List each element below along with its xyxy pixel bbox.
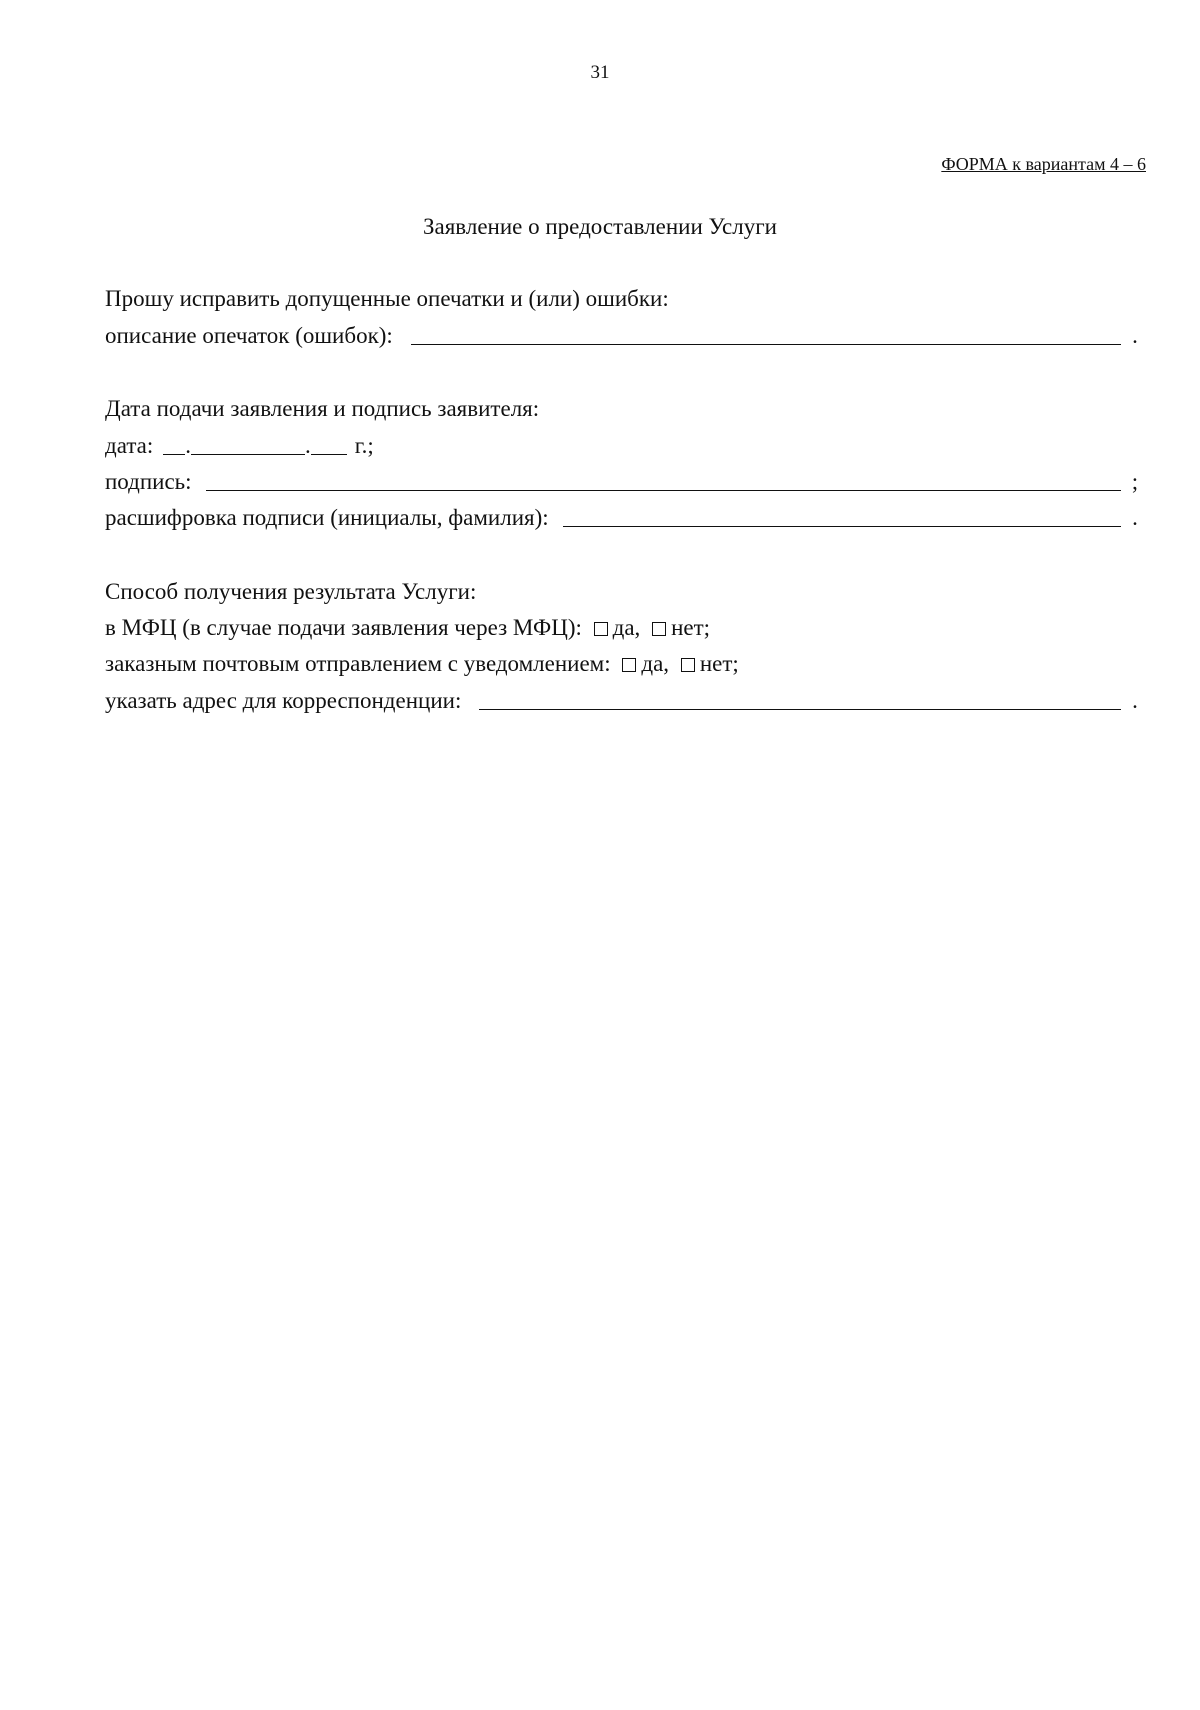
mail-no-label: нет; (699, 651, 739, 676)
signature-label: подпись: (105, 469, 192, 494)
address-label: указать адрес для корреспонденции: (105, 688, 462, 713)
signature-heading: Дата подачи заявления и подпись заявителя: (105, 396, 540, 421)
signature-decoding-label: расшифровка подписи (инициалы, фамилия): (105, 505, 549, 530)
signature-row (105, 464, 1141, 498)
mail-label: заказным почтовым отправлением с уведомлением: (105, 651, 611, 676)
mfc-yes-label: да, (612, 615, 641, 640)
date-year-suffix: г.; (354, 433, 374, 458)
mfc-row (105, 611, 1141, 645)
mfc-no-label: нет; (671, 615, 711, 640)
mail-no-checkbox[interactable] (681, 658, 695, 672)
signature-decoding-end: . (1132, 505, 1138, 530)
mail-yes-label: да, (641, 651, 670, 676)
signature-field[interactable] (206, 466, 1121, 491)
corrections-description-row (105, 318, 1141, 352)
mfc-yes-checkbox[interactable] (594, 622, 608, 636)
signature-decoding-field[interactable] (563, 502, 1121, 527)
form-reference: ФОРМА к вариантам 4 – 6 (941, 154, 1146, 174)
corrections-description-end: . (1132, 323, 1138, 348)
corrections-description-field[interactable] (411, 320, 1121, 345)
mfc-no-checkbox[interactable] (652, 622, 666, 636)
document-title: Заявление о предоставлении Услуги (423, 214, 777, 239)
corrections-description-label: описание опечаток (ошибок): (105, 323, 393, 348)
result-method-heading: Способ получения результата Услуги: (105, 579, 477, 604)
date-label: дата: (105, 433, 154, 458)
date-dot-2: . (305, 433, 311, 458)
address-end: . (1132, 688, 1138, 713)
corrections-heading: Прошу исправить допущенные опечатки и (или) ошибки: (105, 286, 669, 311)
signature-end: ; (1131, 469, 1139, 494)
date-year-field[interactable] (311, 430, 347, 455)
address-row (105, 683, 1141, 717)
date-month-field[interactable] (191, 430, 305, 455)
signature-decoding-row (105, 500, 1141, 534)
date-row (105, 428, 1141, 462)
date-day-field[interactable] (163, 430, 185, 455)
date-dot-1: . (185, 433, 191, 458)
mfc-label: в МФЦ (в случае подачи заявления через МФЦ): (105, 615, 582, 640)
mail-yes-checkbox[interactable] (622, 658, 636, 672)
address-field[interactable] (479, 685, 1121, 710)
page-number: 31 (590, 62, 610, 83)
mail-row (105, 647, 1141, 681)
